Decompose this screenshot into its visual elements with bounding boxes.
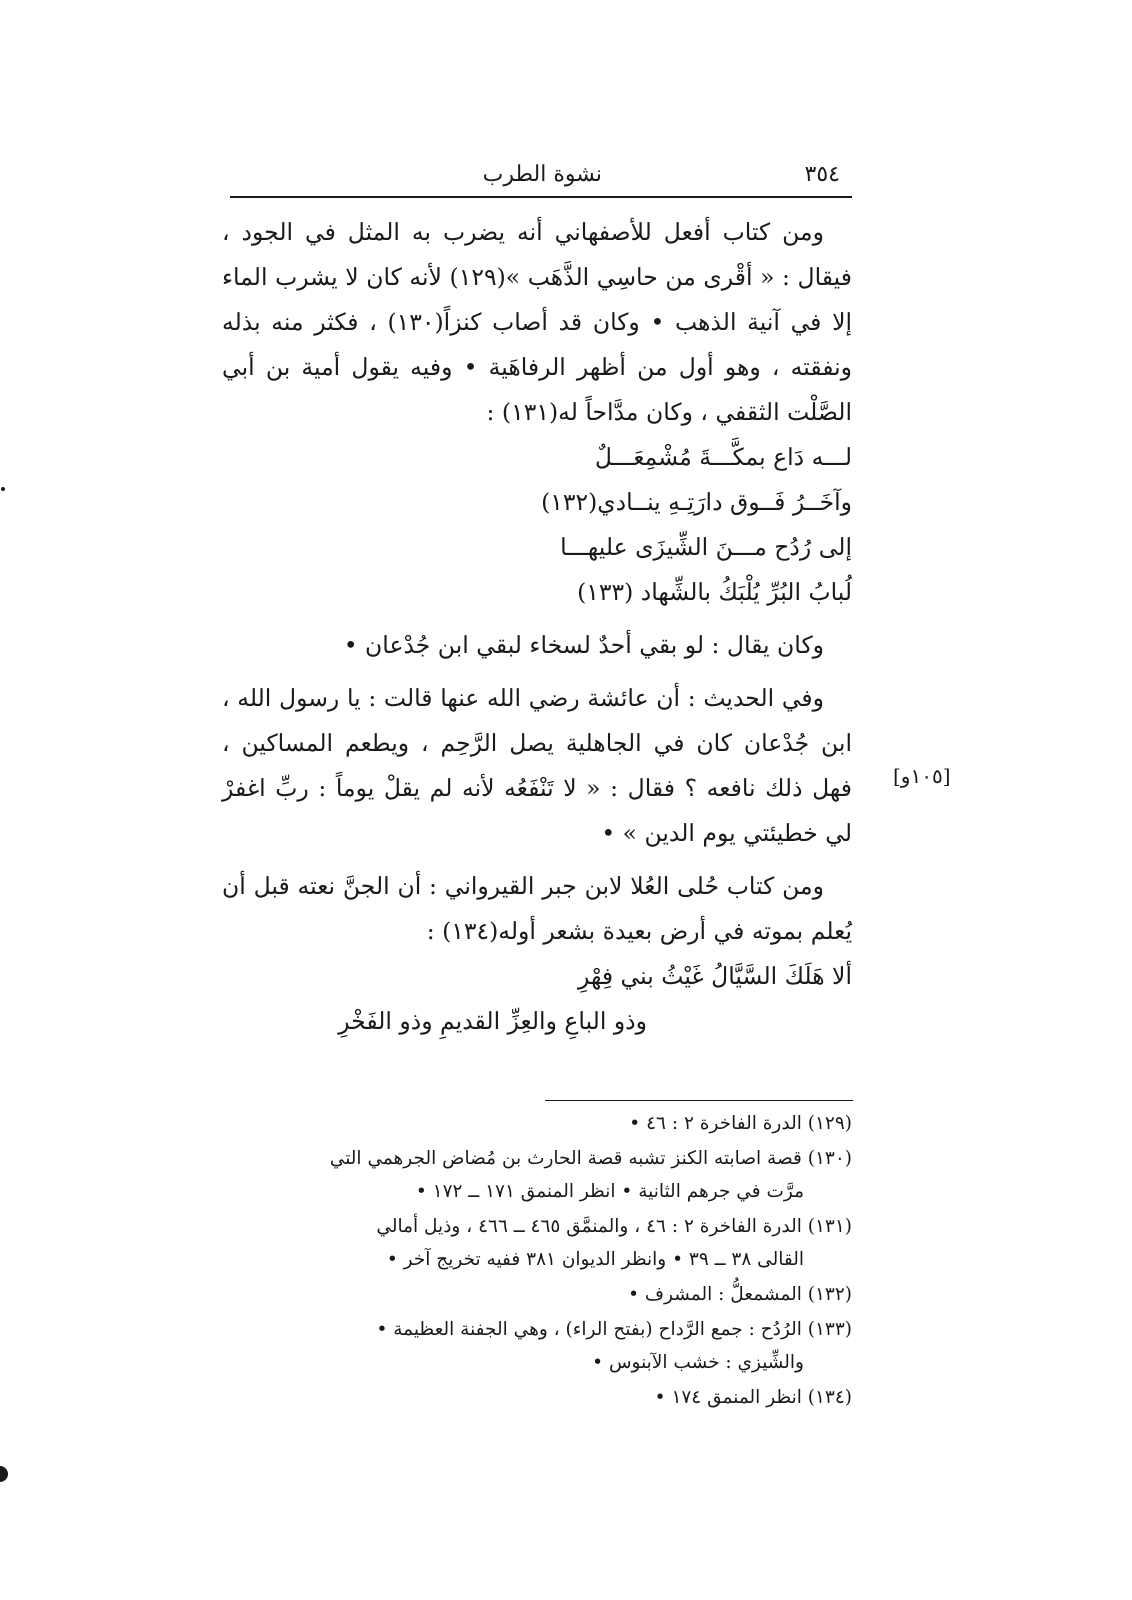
footnote-134: (١٣٤) انظر المنمق ١٧٤ • (654, 1387, 852, 1408)
scan-artifact-dot (0, 1466, 8, 1482)
paragraph-asfahani: ومن كتاب أفعل للأصفهاني أنه يضرب به المثل في الجود ، فيقال : « أقْرى من حاسِي الذَّهَب »(١٢٩) لأنه كان لا يشرب الماء إلا في آنية الذهب • وكان قد أصاب كنزاً(١٣٠) ، فكثر منه بذله ونفقته ، وهو أول من أظهر الرفاهَية • وفيه يقول أمية بن أبي الصَّلْت الثقفي ، وكان مدَّاحاً له(١٣١) : (222, 218, 852, 426)
verse-line-1: لـــه دَاع بمكَّـــةَ مُشْمِعَـــلٌ (594, 443, 852, 471)
verse-line-5: ألا هَلَكَ السَّيَّالُ غَيْثُ بني فِهْرِ (578, 962, 852, 990)
footnote-132: (١٣٢) المشمعلُّ : المشرف • (628, 1284, 852, 1305)
footnote-130-continued: مرَّت في جرهم الثانية • انظر المنمق ١٧١ ــ ١٧٢ • (415, 1181, 804, 1202)
scan-artifact-speck (1, 487, 5, 491)
footnote-divider (545, 1100, 853, 1101)
footnote-131-continued: القالى ٣٨ ــ ٣٩ • وانظر الديوان ٣٨١ ففيه تخريج آخر • (386, 1249, 804, 1270)
page-number: ٣٥٤ (804, 162, 840, 187)
running-header (230, 160, 852, 198)
footnote-133: (١٣٣) الرُدُح : جمع الرَّداح (بفتح الراء) ، وهي الجفنة العظيمة • (376, 1319, 852, 1340)
running-title: نشوة الطرب (482, 162, 602, 187)
footnote-129: (١٢٩) الدرة الفاخرة ٢ : ٤٦ • (629, 1113, 852, 1134)
verse-line-2: وآخَــرُ فَــوق دارَتِـهِ ينــادي(١٣٢) (541, 488, 852, 516)
folio-marginal-note: [١٠٥و] (893, 764, 951, 788)
paragraph-hadith: وفي الحديث : أن عائشة رضي الله عنها قالت : يا رسول الله ، ابن جُدْعان كان في الجاهلية يصل الرَّحِم ، ويطعم المساكين ، فهل ذلك نافعه ؟ فقال : « لا تَنْفَعُه لأنه لم يقلْ يوماً : ربِّ اغفرْ لي خطيئتي يوم الدين » • (222, 684, 852, 847)
paragraph-hula-ula: ومن كتاب حُلى العُلا لابن جبر القيرواني : أن الجنَّ نعته قبل أن يُعلم بموته في أرض بعيدة بشعر أوله(١٣٤) : (222, 872, 852, 945)
footnotes (222, 1108, 852, 1415)
main-text (222, 210, 852, 1044)
footnote-130: (١٣٠) قصة اصابته الكنز تشبه قصة الحارث بن مُضاض الجرهمي التي (329, 1148, 852, 1169)
verse-line-6: وذو الباعِ والعِزِّ القديمِ وذو الفَخْرِ (338, 1007, 647, 1035)
verse-line-3: إلى رُدُح مـــنَ الشِّيزَى عليهـــا (560, 533, 852, 561)
paragraph-ibn-judan: وكان يقال : لو بقي أحدٌ لسخاء لبقي ابن جُدْعان • (343, 631, 824, 659)
footnote-133-continued: والشِّيزي : خشب الآبنوس • (592, 1352, 804, 1373)
verse-line-4: لُبابُ البُرِّ يُلْبَكُ بالشِّهاد (١٣٣) (577, 578, 852, 606)
footnote-131: (١٣١) الدرة الفاخرة ٢ : ٤٦ ، والمنمَّق ٤٦٥ ــ ٤٦٦ ، وذيل أمالي (376, 1216, 852, 1237)
